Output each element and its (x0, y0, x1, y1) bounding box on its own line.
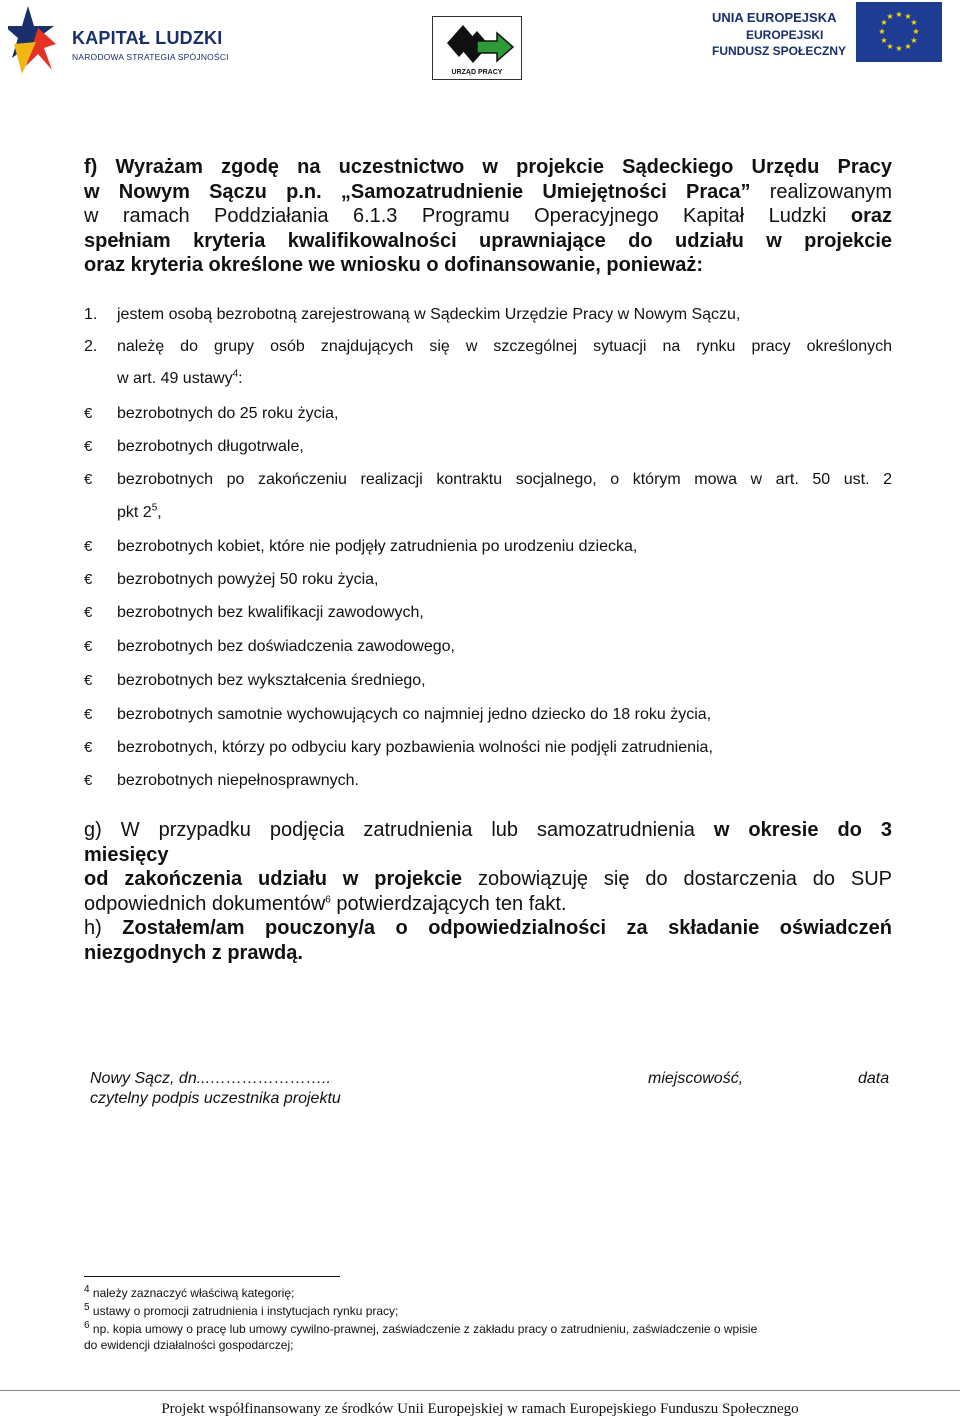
svg-text:★: ★ (904, 12, 912, 21)
section-f-line: f) Wyrażam zgodę na uczestnictwo w projekcie Sądeckiego Urzędu Pracy (84, 156, 892, 178)
kapital-ludzki-logo (8, 4, 238, 76)
signature-label: czytelny podpis uczestnika projektu (90, 1090, 341, 1107)
bullet-icon: € (84, 538, 93, 555)
section-h-line: niezgodnych z prawdą. (84, 941, 303, 964)
eu-logo (706, 0, 946, 70)
eu-flag-icon (856, 2, 942, 62)
bullet-text: bezrobotnych bez doświadczenia zawodowego, (117, 638, 455, 655)
section-f-paragraph (84, 155, 892, 278)
bullet-text: bezrobotnych do 25 roku życia, (117, 405, 339, 422)
bullet-item (0, 671, 960, 693)
section-g-paragraph (84, 818, 892, 916)
signature-place-label: miejscowość, (648, 1070, 744, 1087)
bullet-text: bezrobotnych niepełnosprawnych. (117, 772, 359, 789)
svg-text:★: ★ (880, 36, 888, 45)
section-g-line: od zakończenia udziału w projekcie zobowiązuję się do dostarczenia do SUP (84, 868, 893, 890)
eu-logo-line1: UNIA EUROPEJSKA (712, 10, 837, 25)
bullet-text: bezrobotnych po zakończeniu realizacji kontraktu socjalnego, o którym mowa w art. 50 ust. 2 (117, 471, 892, 488)
urzad-pracy-arrow-icon (433, 19, 521, 69)
signature-date-label: data (858, 1070, 890, 1087)
bullet-item (0, 537, 960, 559)
footnote: $^4$ należy zaznaczyć właściwą kategorię; (84, 1284, 295, 1300)
section-h-line: h) Zostałem/am pouczony/a o odpowiedzialności za składanie oświadczeń (84, 917, 892, 939)
bullet-item (0, 771, 960, 793)
svg-text:★: ★ (886, 12, 894, 21)
bullet-item (0, 603, 960, 625)
bullet-icon: € (84, 471, 93, 488)
section-f-line: spełniam kryteria kwalifikowalności uprawniające do udziału w projekcie (84, 229, 892, 252)
section-f-line: w Nowym Sączu p.n. „Samozatrudnienie Umiejętności Praca” realizowanym (84, 180, 892, 203)
eu-logo-line3: FUNDUSZ SPOŁECZNY (712, 44, 847, 58)
urzad-pracy-label: URZĄD PRACY (451, 69, 503, 76)
svg-text:★: ★ (895, 10, 903, 19)
item-text: jestem osobą bezrobotną zarejestrowaną w Sądeckim Urzędzie Pracy w Nowym Sączu, (117, 306, 741, 323)
section-f-line: oraz kryteria określone we wniosku o dofinansowanie, ponieważ: (84, 254, 704, 276)
bullet-item (0, 637, 960, 659)
svg-text:★: ★ (880, 18, 888, 27)
svg-text:★: ★ (910, 18, 918, 27)
bullet-text: bezrobotnych, którzy po odbyciu kary pozbawienia wolności nie podjęli zatrudnienia, (117, 739, 713, 756)
footer-text: Projekt współfinansowany ze środków Unii Europejskiej w ramach Europejskiego Funduszu Społecznego (161, 1401, 799, 1417)
bullet-item (0, 437, 960, 459)
bullet-text: bezrobotnych kobiet, które nie podjęły zatrudnienia po urodzeniu dziecka, (117, 538, 638, 555)
bullet-text: bezrobotnych bez wykształcenia średniego, (117, 672, 426, 689)
eu-logo-line2: EUROPEJSKI (746, 28, 824, 42)
svg-text:★: ★ (910, 36, 918, 45)
bullet-item (0, 570, 960, 592)
footnote: $^6$ np. kopia umowy o pracę lub umowy cywilno-prawnej, zaświadczenie z zakładu pracy o zatrudnieniu, zaświadczenie o wpisie (84, 1320, 758, 1336)
bullet-icon: € (84, 405, 93, 422)
item-number: 2. (84, 338, 98, 355)
item-continuation: w art. 49 ustawy$^4$: (117, 368, 243, 387)
eu-stars-icon (856, 2, 942, 62)
list-item (0, 337, 960, 359)
bullet-icon: € (84, 772, 93, 789)
bullet-text: bezrobotnych samotnie wychowujących co najmniej jedno dziecko do 18 roku życia, (117, 706, 712, 723)
svg-text:★: ★ (912, 27, 920, 36)
bullet-text: bezrobotnych długotrwale, (117, 438, 304, 455)
svg-text:★: ★ (895, 44, 903, 53)
section-h-paragraph (84, 916, 892, 965)
bullet-item (0, 738, 960, 760)
section-g-line: g) W przypadku podjęcia zatrudnienia lub samozatrudnienia w okresie do 3 (84, 819, 892, 841)
list-item (0, 305, 960, 327)
kapital-ludzki-star-icon (8, 4, 64, 76)
bullet-item (0, 404, 960, 426)
footnote: $^5$ ustawy o promocji zatrudnienia i instytucjach rynku pracy; (84, 1302, 399, 1318)
svg-text:★: ★ (904, 42, 912, 51)
bullet-item (0, 705, 960, 727)
section-f-line: w ramach Poddziałania 6.1.3 Programu Operacyjnego Kapitał Ludzki oraz (84, 205, 892, 227)
bullet-item (0, 470, 960, 492)
bullet-icon: € (84, 672, 93, 689)
bullet-icon: € (84, 739, 93, 756)
kapital-ludzki-subtitle: NARODOWA STRATEGIA SPÓJNOŚCI (72, 52, 229, 62)
section-g-line: miesięcy (84, 843, 169, 866)
svg-text:★: ★ (886, 42, 894, 51)
section-g-line: odpowiednich dokumentów$^6$ potwierdzających ten fakt. (84, 892, 567, 915)
bullet-icon: € (84, 706, 93, 723)
bullet-icon: € (84, 571, 93, 588)
footer-divider (0, 1390, 960, 1391)
item-text: należę do grupy osób znajdujących się w szczególnej sytuacji na rynku pracy określonych (117, 338, 892, 355)
bullet-text: bezrobotnych powyżej 50 roku życia, (117, 571, 379, 588)
item-number: 1. (84, 306, 98, 323)
svg-text:★: ★ (878, 27, 886, 36)
footnote-continuation: do ewidencji działalności gospodarczej; (84, 1338, 294, 1352)
bullet-icon: € (84, 438, 93, 455)
bullet-continuation: pkt $2^5$, (117, 502, 162, 521)
footnote-divider (84, 1276, 340, 1277)
kapital-ludzki-title: KAPITAŁ LUDZKI (72, 28, 223, 48)
signature-place: Nowy Sącz, dn...………………….. (90, 1070, 331, 1087)
bullet-icon: € (84, 638, 93, 655)
bullet-text: bezrobotnych bez kwalifikacji zawodowych, (117, 604, 424, 621)
bullet-icon: € (84, 604, 93, 621)
urzad-pracy-logo (432, 16, 522, 80)
